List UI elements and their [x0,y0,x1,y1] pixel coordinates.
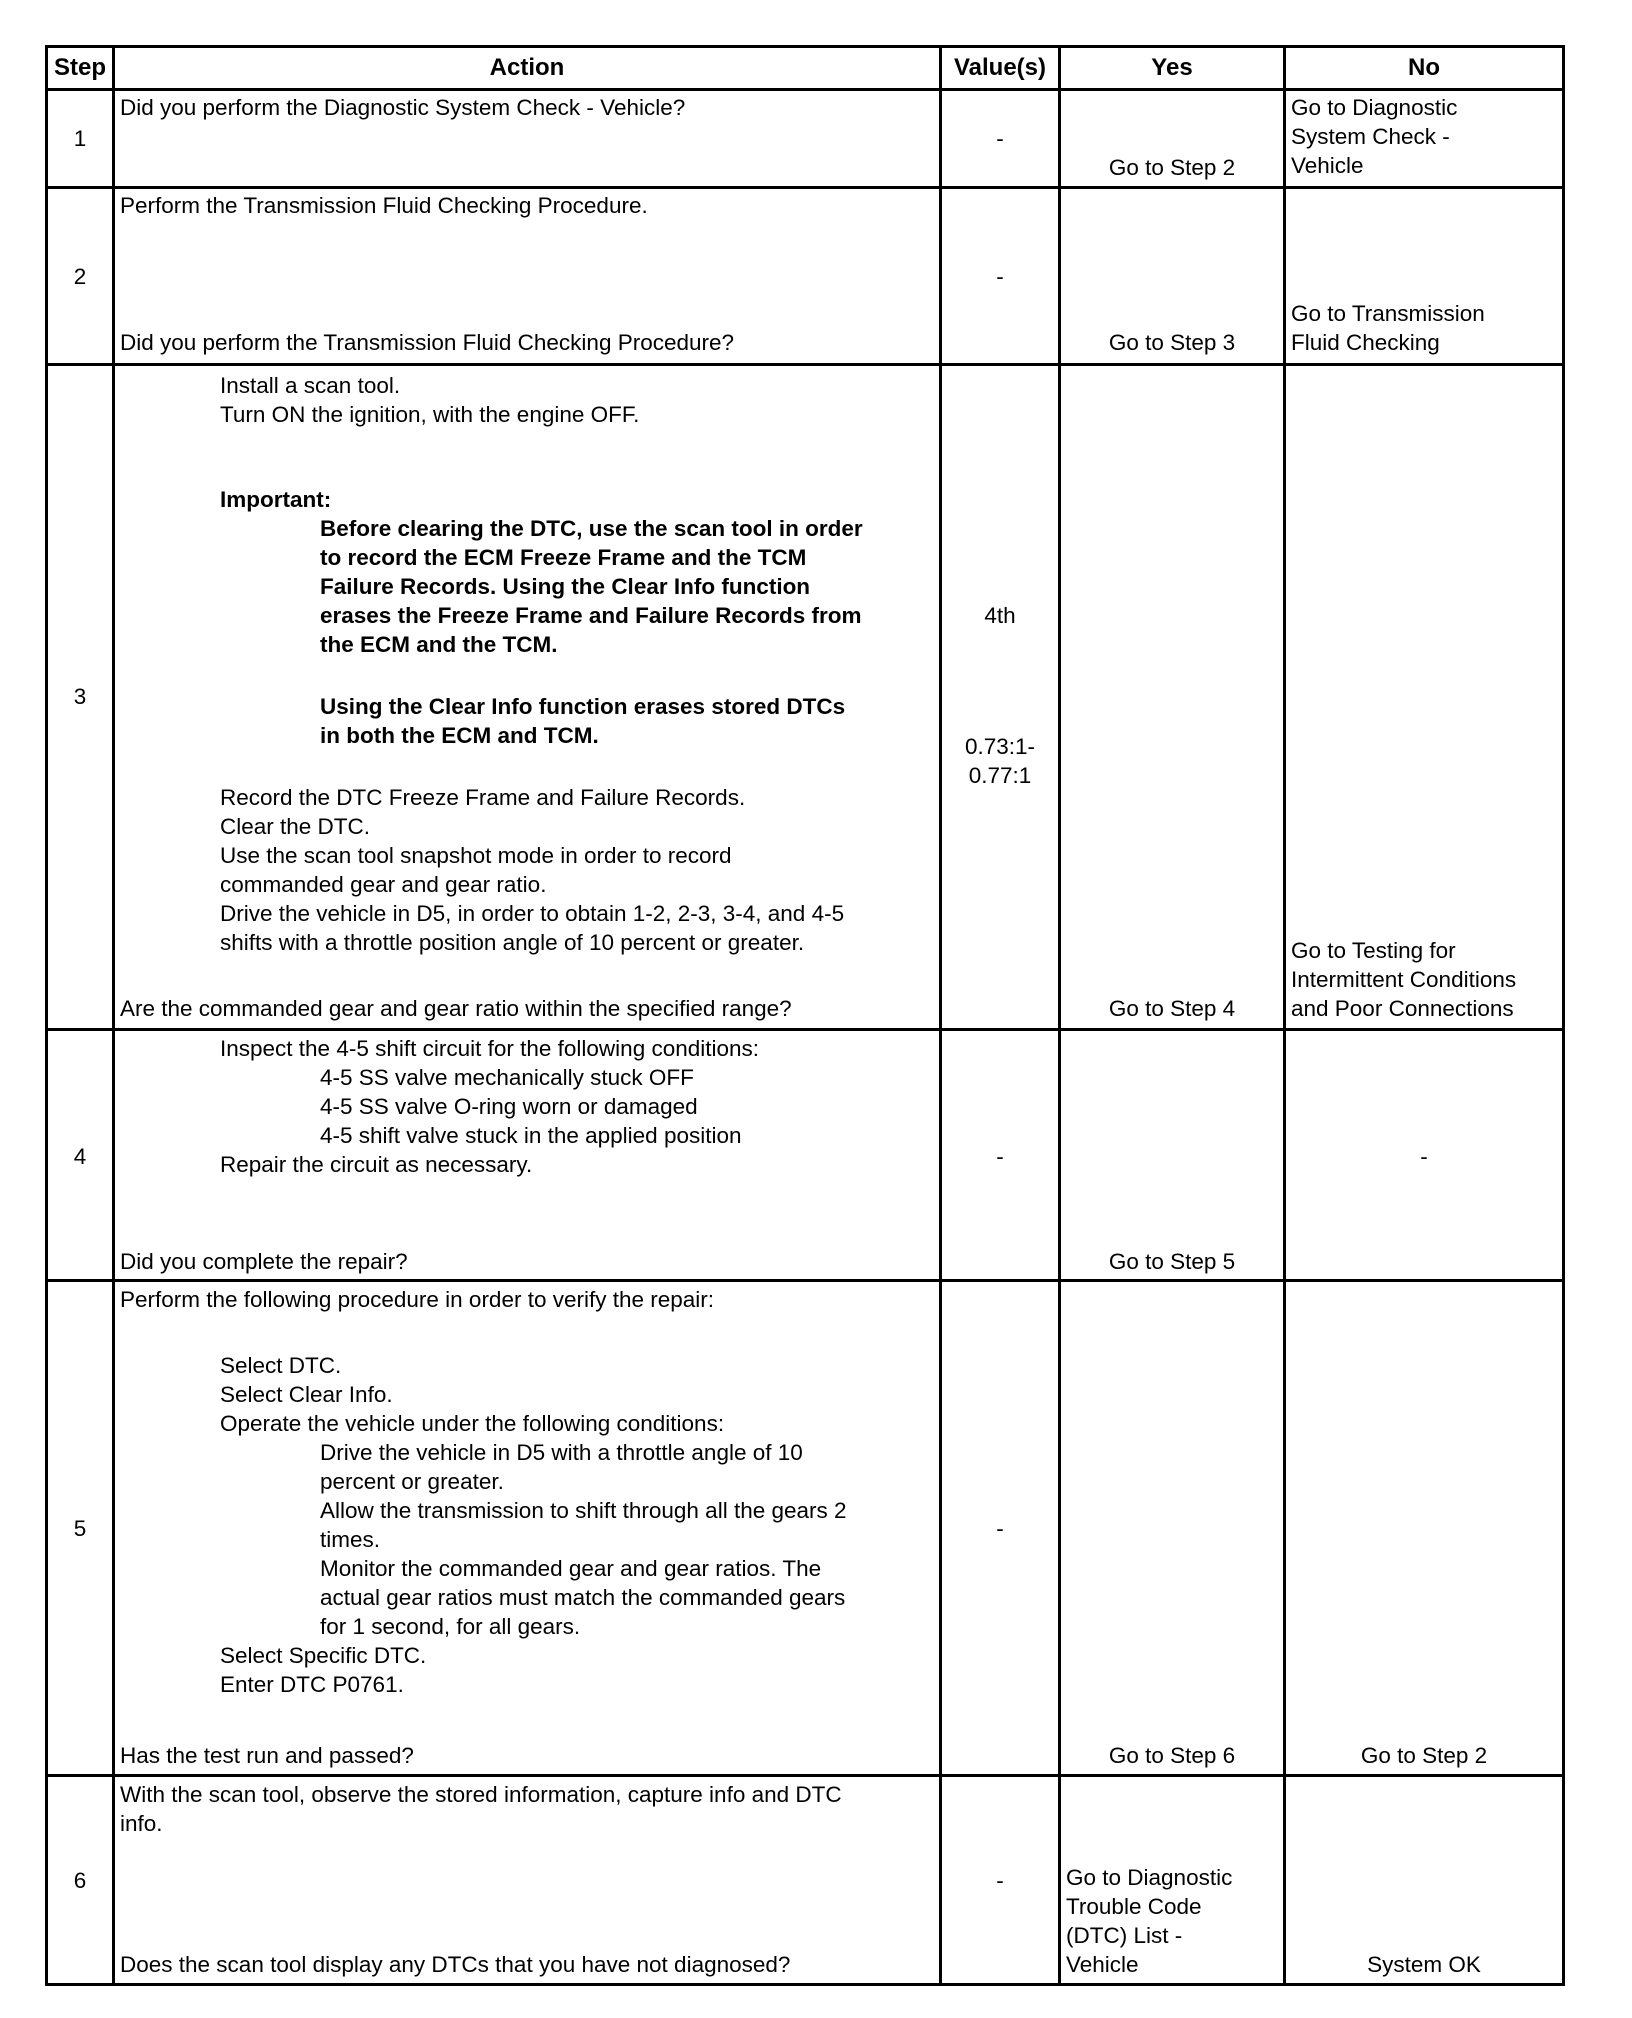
no-cell [1285,1029,1564,1281]
step-number: 1 [73,126,87,152]
value-cell [941,1029,1060,1281]
action-step: shifts with a throttle position angle of 10 percent or greater. [220,929,805,955]
value-text: - [996,264,1004,290]
condition-item: Monitor the commanded gear and gear ratios. The [320,1556,822,1582]
action-cell [114,1281,941,1776]
condition-item: percent or greater. [320,1469,504,1495]
no-text: Go to Diagnostic [1291,95,1458,121]
important-text: Failure Records. Using the Clear Info function [320,573,811,599]
value-text: - [996,126,1004,152]
important-text: Before clearing the DTC, use the scan tool in order [320,515,863,541]
action-question: Does the scan tool display any DTCs that you have not diagnosed? [120,1952,791,1978]
step-cell [47,1029,114,1281]
action-question: Did you perform the Diagnostic System Check - Vehicle? [120,95,686,121]
step-cell [47,188,114,364]
action-intro: Perform the Transmission Fluid Checking Procedure. [120,193,648,219]
action-cell [114,1029,941,1281]
step-number: 3 [73,683,87,709]
yes-text: Vehicle [1066,1952,1139,1978]
yes-cell [1060,364,1285,1029]
no-text: System Check - [1291,124,1450,150]
action-step: Turn ON the ignition, with the engine OFF. [220,401,640,427]
action-step: Enter DTC P0761. [220,1672,404,1698]
value-text: 4th [984,602,1016,628]
action-step: Operate the vehicle under the following conditions: [220,1411,725,1437]
no-text: and Poor Connections [1291,995,1514,1021]
action-cell [114,364,941,1029]
step-number: 4 [73,1143,87,1169]
header-row [47,47,1564,90]
value-text: - [996,1143,1004,1169]
yes-text: Trouble Code [1066,1894,1202,1920]
value-text: - [996,1516,1004,1542]
diagnostic-table [45,45,1565,1986]
action-step: Repair the circuit as necessary. [220,1151,533,1177]
yes-text: Go to Step 3 [1108,330,1236,356]
important-text: the ECM and the TCM. [320,631,558,657]
table-row [47,1029,1564,1281]
action-step: Record the DTC Freeze Frame and Failure Records. [220,784,746,810]
step-cell [47,364,114,1029]
action-step: commanded gear and gear ratio. [220,871,547,897]
no-cell [1285,1281,1564,1776]
condition-item: actual gear ratios must match the commanded gears [320,1585,846,1611]
action-question: Did you perform the Transmission Fluid Checking Procedure? [120,330,735,356]
header-action: Action [114,47,941,90]
action-step: Clear the DTC. [220,813,371,839]
header-no: No [1285,47,1564,90]
action-step: Select Specific DTC. [220,1643,427,1669]
value-text: 0.73:1- [964,733,1036,759]
diagnostic-document [45,45,1562,1986]
value-cell [941,364,1060,1029]
no-text: Go to Testing for [1291,937,1456,963]
condition-item: Drive the vehicle in D5 with a throttle angle of 10 [320,1440,803,1466]
action-step: Select DTC. [220,1353,342,1379]
condition-item: 4-5 SS valve mechanically stuck OFF [320,1064,694,1090]
table-row [47,1281,1564,1776]
condition-item: 4-5 shift valve stuck in the applied position [320,1122,742,1148]
action-cell [114,90,941,188]
action-intro: Inspect the 4-5 shift circuit for the following conditions: [220,1035,760,1061]
important-text: erases the Freeze Frame and Failure Records from [320,602,862,628]
step-cell [47,1281,114,1776]
action-question: Did you complete the repair? [120,1248,408,1274]
yes-cell [1060,90,1285,188]
yes-text: Go to Step 4 [1108,995,1236,1021]
table-row [47,1776,1564,1985]
step-number: 5 [73,1516,87,1542]
no-text: System OK [1367,1952,1481,1978]
no-text: Intermittent Conditions [1291,966,1517,992]
value-text: 0.77:1 [968,762,1032,788]
value-cell [941,90,1060,188]
action-question: Has the test run and passed? [120,1743,414,1769]
action-step: Install a scan tool. [220,372,401,398]
table-row [47,90,1564,188]
action-step: Use the scan tool snapshot mode in order to record [220,842,732,868]
yes-text: Go to Diagnostic [1066,1865,1233,1891]
yes-cell [1060,1029,1285,1281]
condition-item: Allow the transmission to shift through all the gears 2 [320,1498,847,1524]
no-text: Vehicle [1291,153,1364,179]
yes-text: Go to Step 5 [1108,1248,1236,1274]
no-cell [1285,188,1564,364]
condition-item: times. [320,1527,381,1553]
condition-item: 4-5 SS valve O-ring worn or damaged [320,1093,698,1119]
yes-text: Go to Step 6 [1108,1743,1236,1769]
no-cell [1285,90,1564,188]
yes-text: (DTC) List - [1066,1923,1183,1949]
no-text: - [1420,1143,1428,1169]
value-text: - [996,1868,1004,1894]
action-question: Are the commanded gear and gear ratio within the specified range? [120,995,792,1021]
no-cell [1285,1776,1564,1985]
header-values: Value(s) [941,47,1060,90]
no-text: Go to Transmission [1291,301,1485,327]
step-number: 6 [73,1868,87,1894]
important-text: in both the ECM and TCM. [320,722,599,748]
value-cell [941,188,1060,364]
no-text: Fluid Checking [1291,330,1440,356]
action-cell [114,188,941,364]
yes-text: Go to Step 2 [1108,155,1236,181]
action-intro: info. [120,1811,163,1837]
yes-cell [1060,1281,1285,1776]
value-cell [941,1776,1060,1985]
step-cell [47,90,114,188]
action-step: Drive the vehicle in D5, in order to obtain 1-2, 2-3, 3-4, and 4-5 [220,900,845,926]
step-number: 2 [73,264,87,290]
table-row [47,364,1564,1029]
condition-item: for 1 second, for all gears. [320,1614,581,1640]
action-cell [114,1776,941,1985]
action-step: Select Clear Info. [220,1382,393,1408]
no-text: Go to Step 2 [1360,1743,1488,1769]
header-step: Step [47,47,114,90]
yes-cell [1060,1776,1285,1985]
step-cell [47,1776,114,1985]
yes-cell [1060,188,1285,364]
important-label: Important: [220,486,332,512]
important-text: Using the Clear Info function erases stored DTCs [320,693,846,719]
value-cell [941,1281,1060,1776]
action-intro: With the scan tool, observe the stored information, capture info and DTC [120,1782,842,1808]
table-row [47,188,1564,364]
no-cell [1285,364,1564,1029]
important-text: to record the ECM Freeze Frame and the TCM [320,544,807,570]
action-intro: Perform the following procedure in order to verify the repair: [120,1287,715,1313]
header-yes: Yes [1060,47,1285,90]
